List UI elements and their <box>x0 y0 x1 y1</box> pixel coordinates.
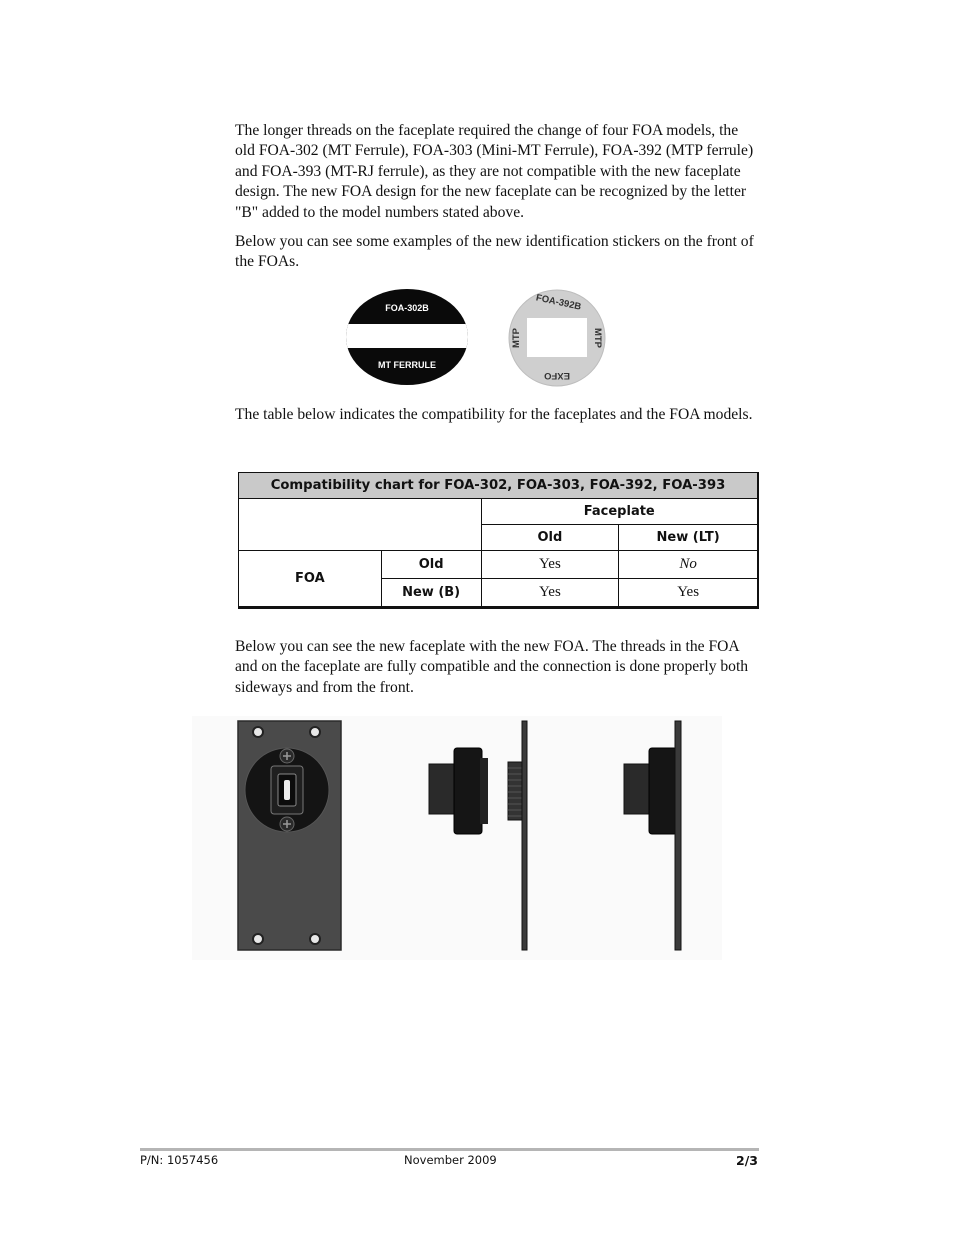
table-intro-paragraph: The table below indicates the compatibility for the faceplates and the FOA models. <box>235 406 753 423</box>
sticker-black-top-label: FOA-302B <box>385 303 429 313</box>
cell-old-new: No <box>619 551 758 579</box>
footer-rule <box>140 1148 759 1151</box>
sticker-foa-302b <box>344 288 470 386</box>
stickers-paragraph: Below you can see some examples of the new identification stickers on the front of the FOAs. <box>235 233 754 271</box>
sticker-gray-left-label: MTP <box>511 327 522 349</box>
table-shadow-bottom <box>238 607 759 609</box>
row-label-old: Old <box>381 551 481 579</box>
cell-newb-new: Yes <box>619 579 758 607</box>
table-title: Compatibility chart for FOA-302, FOA-303, FOA-392, FOA-393 <box>239 473 758 499</box>
footer-part-number: P/N: 1057456 <box>140 1153 219 1167</box>
faceplate-header: Faceplate <box>481 499 757 525</box>
compatibility-table <box>238 472 758 607</box>
faceplate-side-view-separated <box>429 721 527 950</box>
faceplate-paragraph: Below you can see the new faceplate with the new FOA. The threads in the FOA and on the faceplate are fully compatible and the connection is done properly both sideways and from the front. <box>235 638 749 696</box>
column-header-old: Old <box>481 525 619 551</box>
faceplate-front-view <box>238 721 341 950</box>
table-shadow-right <box>757 472 759 609</box>
faceplate-side-view-mounted <box>624 721 681 950</box>
footer-date: November 2009 <box>404 1153 497 1167</box>
table-empty-corner <box>239 499 482 551</box>
sticker-gray-bottom-label: EXFO <box>544 370 570 381</box>
row-group-foa: FOA <box>239 551 382 607</box>
sticker-gray-top-label: FOA-392B <box>534 292 583 313</box>
sticker-foa-392b <box>506 288 608 388</box>
intro-paragraph: The longer threads on the faceplate required the change of four FOA models, the old FOA-302 (MT Ferrule), FOA-303 (Mini-MT Ferrule), FOA-392 (MTP ferrule) and FOA-393 (MT-RJ ferrule), as they are not compatible with the new faceplate design. The new FOA design for the new faceplate can be recognized by the letter "B" added to the model numbers stated above. <box>235 122 754 221</box>
sticker-gray-right-label: MTP <box>592 327 603 349</box>
column-header-new: New (LT) <box>619 525 758 551</box>
footer-page-number: 2/3 <box>736 1153 758 1168</box>
sticker-black-bottom-label: MT FERRULE <box>378 360 436 370</box>
cell-newb-old: Yes <box>481 579 619 607</box>
cell-old-old: Yes <box>481 551 619 579</box>
row-label-new-b: New (B) <box>381 579 481 607</box>
faceplate-photos <box>192 716 722 960</box>
